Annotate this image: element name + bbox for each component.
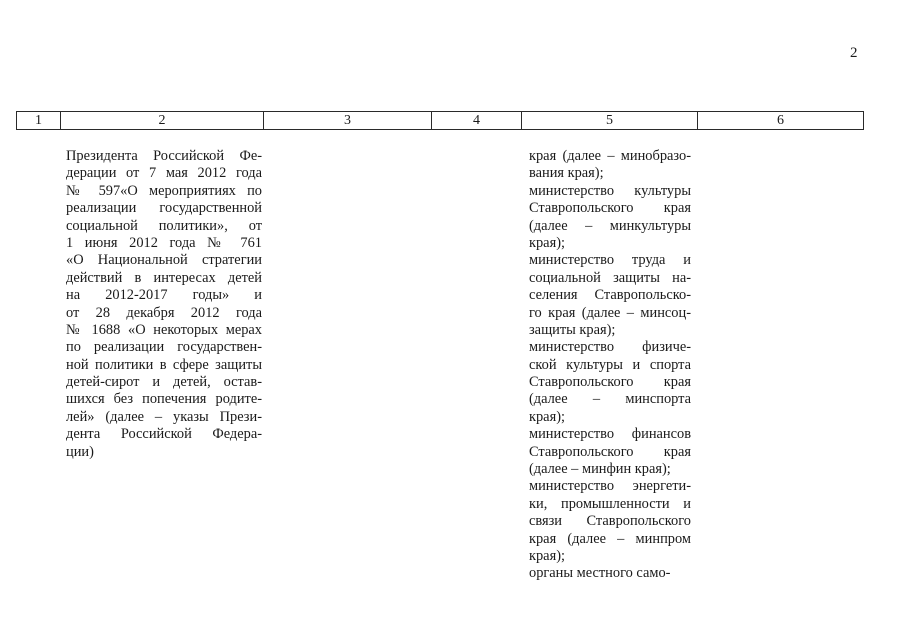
text-line: ной политики в сфере защиты [66,356,262,373]
text-line: на 2012-2017 годы» и [66,287,262,304]
text-line: (далее – минкультуры [529,217,691,234]
text-line: шихся без попечения родите- [66,391,262,408]
text-line: Ставропольского края [529,374,691,391]
text-line: ской культуры и спорта [529,356,691,373]
text-line: Президента Российской Фе- [66,148,262,164]
column-2-text [66,148,262,461]
text-line: реализации государственной [66,200,262,217]
text-line: го края (далее – минсоц- [529,304,691,321]
text-line: министерство энергети- [529,478,691,495]
table-header-row [16,111,864,130]
page-number: 2 [850,45,858,61]
text-line: защиты края); [529,321,616,338]
column-5-text [529,148,691,583]
text-line: связи Ставропольского [529,513,691,530]
text-line: ки, промышленности и [529,495,691,512]
text-line: органы местного само- [529,565,671,582]
text-line: № 1688 «О некоторых мерах [66,321,262,338]
column-number-6: 6 [698,112,864,130]
text-line: Ставропольского края [529,443,691,460]
text-line: ции) [66,443,94,460]
text-line: министерство культуры [529,182,691,199]
text-line: социальной защиты на- [529,269,691,286]
text-line: дента Российской Федера- [66,426,262,443]
text-line: (далее – минспорта [529,391,691,408]
text-line: дерации от 7 мая 2012 года [66,165,262,182]
text-line: края); [529,408,565,425]
text-line: Ставропольского края [529,200,691,217]
text-line: лей» (далее – указы Прези- [66,408,262,425]
text-line: № 597«О мероприятиях по [66,182,262,199]
text-line: вания края); [529,165,604,182]
text-line: селения Ставропольско- [529,287,691,304]
column-number-3: 3 [264,112,432,130]
text-line: действий в интересах детей [66,269,262,286]
text-line: детей-сирот и детей, остав- [66,374,262,391]
text-line: от 28 декабря 2012 года [66,304,262,321]
text-line: социальной политики», от [66,217,262,234]
text-line: министерство финансов [529,426,691,443]
text-line: министерство труда и [529,252,691,269]
column-number-2: 2 [61,112,264,130]
text-line: края (далее – минпром [529,530,691,547]
text-line: края (далее – минобразо- [529,148,691,164]
text-line: края); [529,234,565,251]
text-line: края); [529,547,565,564]
column-number-5: 5 [522,112,698,130]
column-number-1: 1 [17,112,61,130]
text-line: по реализации государствен- [66,339,262,356]
text-line: «О Национальной стратегии [66,252,262,269]
text-line: министерство физиче- [529,339,691,356]
text-line: 1 июня 2012 года № 761 [66,234,262,251]
text-line: (далее – минфин края); [529,461,671,478]
column-number-4: 4 [432,112,522,130]
